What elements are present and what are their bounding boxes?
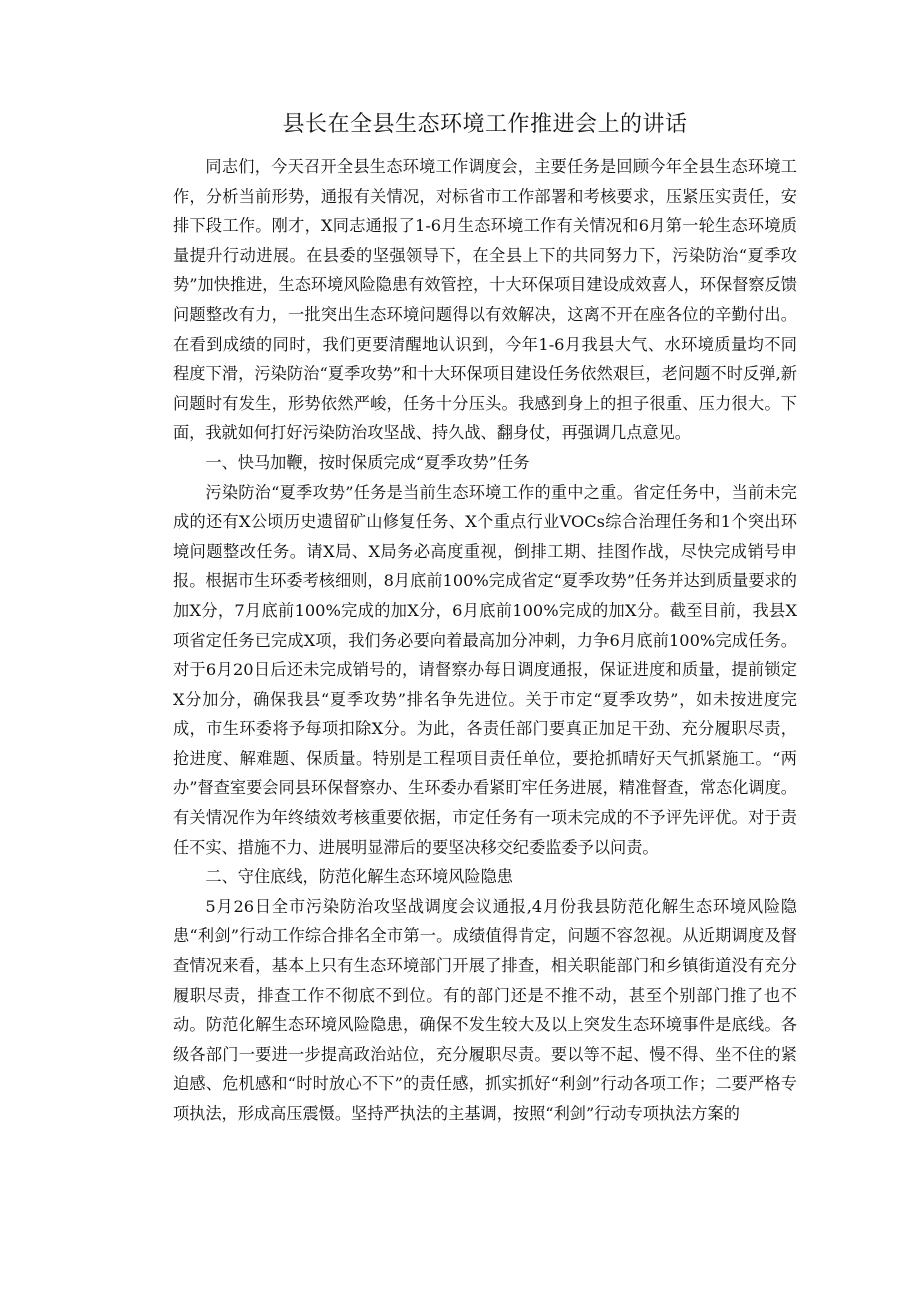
document-body [173,108,797,1129]
paragraph-section-2: 5月26日全市污染防治攻坚战调度会议通报,4月份我县防范化解生态环境风险隐患“利剑”行动工作综合排名全市第一。成绩值得肯定，问题不容忽视。从近期调度及督查情况来看，基本上只有生态环境部门开展了排查，相关职能部门和乡镇街道没有充分履职尽责，排查工作不彻底不到位。有的部门还是不推不动，甚至个别部门推了也不动。防范化解生态环境风险隐患，确保不发生较大及以上突发生态环境事件是底线。各级各部门一要进一步提高政治站位，充分履职尽责。要以等不起、慢不得、坐不住的紧迫感、危机感和“时时放心不下”的责任感，抓实抓好“利剑”行动各项工作；二要严格专项执法，形成高压震慑。坚持严执法的主基调，按照“利剑”行动专项执法方案的 [173,896,797,1123]
section-heading-2: 二、守住底线，防范化解生态环境风险隐患 [205,867,513,887]
section-heading-1: 一、快马加鞭，按时保质完成“夏季攻势”任务 [205,452,530,472]
paragraph-intro: 同志们，今天召开全县生态环境工作调度会，主要任务是回顾今年全县生态环境工作，分析当前形势，通报有关情况，对标省市工作部署和考核要求，压紧压实责任，安排下段工作。刚才，X同志通报了1-6月生态环境工作有关情况和6月第一轮生态环境质量提升行动进展。在县委的坚强领导下，在全县上下的共同努力下，污染防治“夏季攻势”加快推进，生态环境风险隐患有效管控，十大环保项目建设成效喜人，环保督察反馈问题整改有力，一批突出生态环境问题得以有效解决，这离不开在座各位的辛勤付出。在看到成绩的同时，我们更要清醒地认识到，今年1-6月我县大气、水环境质量均不同程度下滑，污染防治“夏季攻势”和十大环保项目建设任务依然艰巨，老问题不时反弹,新问题时有发生，形势依然严峻，任务十分压头。我感到身上的担子很重、压力很大。下面，我就如何打好污染防治攻坚战、持久战、翻身仗，再强调几点意见。 [173,157,797,443]
document-title: 县长在全县生态环境工作推进会上的讲话 [282,112,688,137]
paragraph-section-1: 污染防治“夏季攻势”任务是当前生态环境工作的重中之重。省定任务中，当前未完成的还有X公顷历史遗留矿山修复任务、X个重点行业VOCs综合治理任务和1个突出环境问题整改任务。请X局、X局务必高度重视，倒排工期、挂图作战，尽快完成销号申报。根据市生环委考核细则，8月底前100%完成省定“夏季攻势”任务并达到质量要求的加X分，7月底前100%完成的加X分，6月底前100%完成的加X分。截至目前，我县X项省定任务已完成X项，我们务必要向着最高加分冲刺，力争6月底前100%完成任务。对于6月20日后还未完成销号的，请督察办每日调度通报，保证进度和质量，提前锁定X分加分，确保我县“夏季攻势”排名争先进位。关于市定“夏季攻势”，如未按进度完成，市生环委将予每项扣除X分。为此，各责任部门要真正加足干劲、充分履职尽责，抢进度、解难题、保质量。特别是工程项目责任单位，要抢抓晴好天气抓紧施工。“两办”督查室要会同县环保督察办、生环委办看紧盯牢任务进展，精准督查，常态化调度。有关情况作为年终绩效考核重要依据，市定任务有一项未完成的不予评先评优。对于责任不实、措施不力、进展明显滞后的要坚决移交纪委监委予以问责。 [173,482,797,857]
